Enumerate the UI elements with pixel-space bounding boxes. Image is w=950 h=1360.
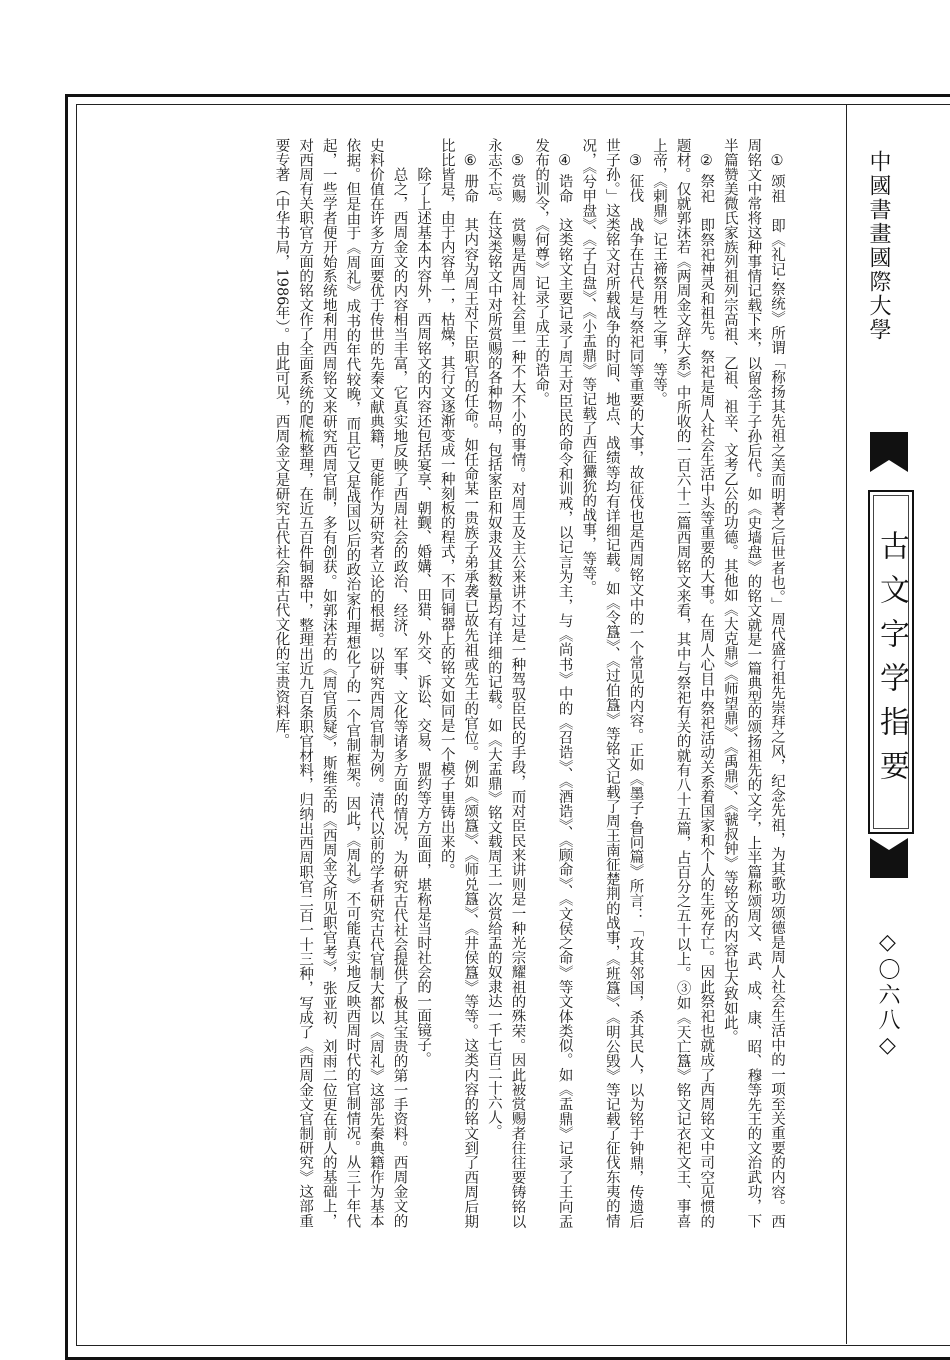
body-text bbox=[128, 138, 788, 1228]
paragraph: ⑤ 赏赐 赏赐是西周社会里一种不大不小的事情。对周王及主公来讲不过是一种驾驭臣民的手段，而对臣民来讲则是一种光宗耀祖的殊荣。因此被赏赐者往往要铸铭以永志不忘。在这类铭文中对所赏赐的各种物品，包括家臣和奴隶及其数量均有详细的记载。如《大盂鼎》铭文载周王一次赏给盂的奴隶达一千七百二十六人。 bbox=[485, 138, 526, 1228]
book-title-box bbox=[868, 490, 914, 834]
book-title: 古文字学指要 bbox=[874, 530, 909, 794]
paragraph: ② 祭祀 即祭祀神灵和祖先。祭祀是周人社会生活中头等重要的大事。在周人心目中祭祀活动关系着国家和个人的生死存亡。因此祭祀也就成了西周铭文中司空见惯的题材。仅就郭沫若《两周金文辞大系》中所收的一百六十二篇西周铭文来看，其中与祭祀有关的就有八十五篇，占百分之五十以上。③如《天亡簋》铭文记衣祀文王、事喜上帝，《剌鼎》记王禘祭用牲之事，等等。 bbox=[651, 138, 715, 1228]
paragraph: ① 颂祖 即《礼记·祭统》所谓「称扬其先祖之美而明著之后世者也。」周代盛行祖先崇拜之风，纪念先祖，为其歌功颂德是周人社会生活中的一项至关重要的内容。西周铭文中常将这种事情记载下来，以留念于子孙后代。如《史墙盘》的铭文就是一篇典型的颂扬祖先的文字，上半篇称颂周文、武、成、康、昭、穆等先王的文治武功，下半篇赞美微氏家族列祖列宗高祖、乙祖、祖辛、文考乙公的功德。其他如《大克鼎》《师望鼎》、《禹鼎》、《虢叔钟》等铭文的内容也大致如此。 bbox=[721, 138, 785, 1228]
margin-divider bbox=[846, 104, 847, 1344]
paragraph: 除了上述基本内容外，西周铭文的内容还包括宴享、朝觐、婚媾、田猎、外交、诉讼、交易、盟约等方方面面，堪称是当时社会的一面镜子。 bbox=[415, 167, 432, 1066]
university-name: 中國書畫國際大學 bbox=[866, 150, 891, 342]
paragraph: ④ 诰命 这类铭文主要记录了周王对臣民的命令和训戒，以记言为主，与《尚书》中的《召诰》、《酒诰》、《顾命》、《文侯之命》等文体类似。如《盂鼎》记录了王向盂发布的训令，《何尊》记录了成王的诰命。 bbox=[533, 138, 573, 1228]
paragraph: 总之，西周金文的内容相当丰富，它真实地反映了西周社会的政治、经济、军事、文化等诸多方面的情况，为研究古代社会提供了极其宝贵的第一手资料。西周金文的史料价值在许多方面要优于传世的先秦文献典籍，更能作为研究者立论的根据。以研究西周官制为例。清代以前的学者研究古代官制大都以《周礼》这部先秦典籍作为基本依据。但是由于《周礼》成书的年代较晚，而且它又是战国以后的政治家们理想化了的一个官制框架。因此，《周礼》不可能真实地反映西周时代的官制情况。从三十年代起，一些学者便开始系统地利用西周铭文来研究西周官制，多有创获。如郭沫若的《周官质疑》，斯维至的《西周金文所见职官考》，张亚初、刘雨二位更在前人的基础上，对西周有关职官方面的铭文作了全面系统的爬梳整理，在近五百件铜器中，整理出近九百条职官材料，归纳出西周职官二百一十三种，写成了《西周金文官制研究》这部重要专著（中华书局，1986年）。由此可见，西周金文是研究古代社会和古代文化的宝贵资料库。 bbox=[273, 138, 408, 1228]
paragraph: ③ 征伐 战争在古代是与祭祀同等重要的大事，故征伐也是西周铭文中的一个常见的内容。正如《墨子·鲁问篇》所言：「攻其邻国，杀其民人，以为铭于钟鼎，传遗后世子孙。」这类铭文对所载战争的时间、地点、战绩等均有详细记载。如《令簋》、《过伯簋》等铭文记载了周王南征楚荆的战事，《班簋》、《明公毁》等记载了征伐东夷的情况，《兮甲盘》、《子白盘》、《小盂鼎》等记载了西征玁狁的战事，等等。 bbox=[580, 138, 644, 1228]
paragraph: ⑥ 册命 其内容为周王对下臣职官的任命。如任命某一贵族子弟承袭已故先祖或先王的官位。例如《颂簋》、《师兑簋》、《井侯簋》等等。这类内容的铭文到了西周后期比比皆是，由于内容单一，枯燥，其行文逐渐变成一种刻板的程式，不同铜器上的铭文如同是一个模子里铸出来的。 bbox=[438, 138, 479, 1228]
page-number: ◇〇六八◇ bbox=[875, 930, 900, 1061]
